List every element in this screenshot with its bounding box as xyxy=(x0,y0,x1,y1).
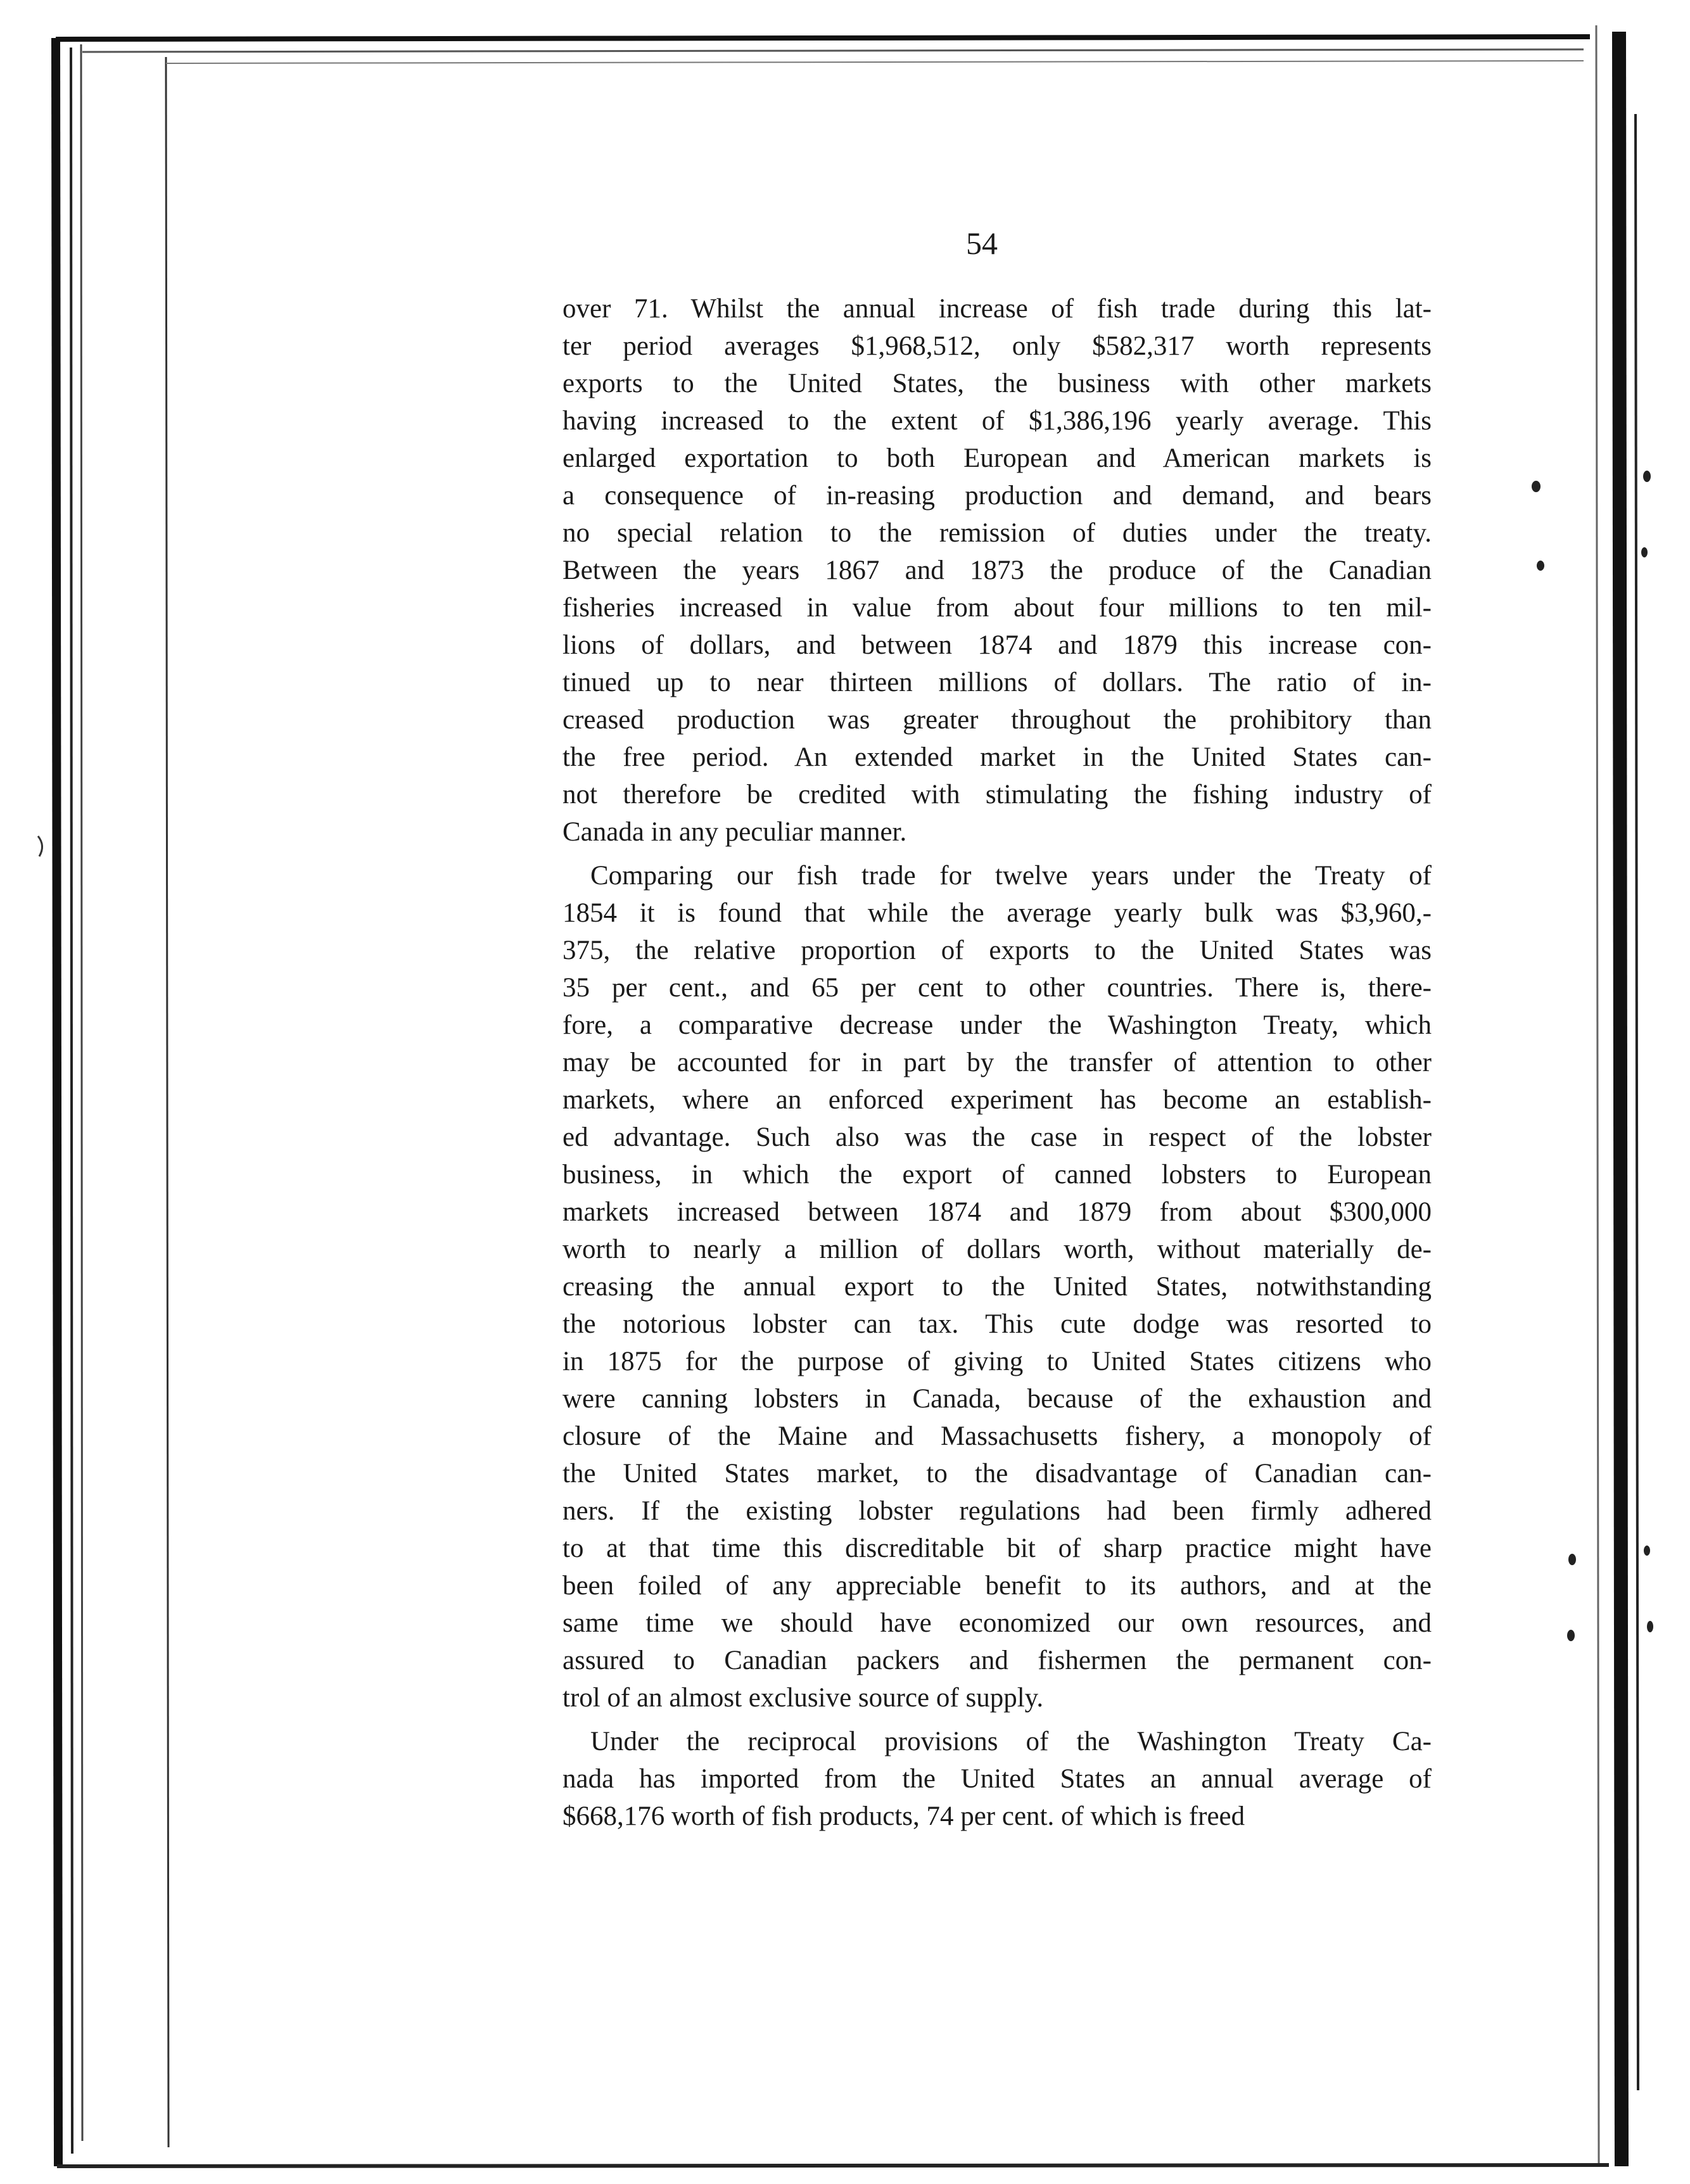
text-line: fore, a comparative decrease under the Washington Treaty, which xyxy=(562,1010,1432,1040)
text-line: exports to the United States, the business with other markets xyxy=(562,369,1432,398)
text-line: may be accounted for in part by the transfer of attention to other xyxy=(562,1048,1432,1077)
text-line: having increased to the extent of $1,386,196 yearly average. This xyxy=(562,406,1432,436)
text-line: in 1875 for the purpose of giving to United States citizens who xyxy=(562,1347,1432,1376)
paragraph-2 xyxy=(562,857,1432,1717)
text-line: ed advantage. Such also was the case in respect of the lobster xyxy=(562,1122,1432,1152)
text-line: Comparing our fish trade for twelve years under the Treaty of xyxy=(590,861,1432,891)
text-line: creased production was greater throughout the prohibitory than xyxy=(562,705,1432,735)
text-line: $668,176 worth of fish products, 74 per cent. of which is freed xyxy=(562,1801,1245,1831)
text-line: Between the years 1867 and 1873 the produce of the Canadian xyxy=(562,556,1432,585)
paragraph-3 xyxy=(562,1723,1432,1835)
text-line: been foiled of any appreciable benefit to its authors, and at the xyxy=(562,1571,1432,1601)
text-line: nada has imported from the United States an annual average of xyxy=(562,1764,1432,1794)
text-line: Under the reciprocal provisions of the Washington Treaty Ca- xyxy=(590,1727,1432,1756)
text-line: over 71. Whilst the annual increase of fish trade during this lat- xyxy=(562,294,1432,324)
text-line: tinued up to near thirteen millions of dollars. The ratio of in- xyxy=(562,668,1432,697)
text-line: the United States market, to the disadvantage of Canadian can- xyxy=(562,1459,1432,1489)
text-line: were canning lobsters in Canada, because of the exhaustion and xyxy=(562,1384,1432,1414)
text-line: creasing the annual export to the United States, notwithstanding xyxy=(562,1272,1432,1302)
text-line: a consequence of in-reasing production and demand, and bears xyxy=(562,481,1432,511)
text-line: same time we should have economized our own resources, and xyxy=(562,1608,1432,1638)
text-line: 1854 it is found that while the average yearly bulk was $3,960,- xyxy=(562,898,1432,928)
text-line: 35 per cent., and 65 per cent to other countries. There is, there- xyxy=(562,973,1432,1003)
text-line: closure of the Maine and Massachusetts fishery, a monopoly of xyxy=(562,1421,1432,1451)
text-line: business, in which the export of canned lobsters to European xyxy=(562,1160,1432,1190)
text-line: ter period averages $1,968,512, only $582,317 worth represents xyxy=(562,331,1432,361)
text-line: worth to nearly a million of dollars worth, without materially de- xyxy=(562,1235,1432,1264)
text-line: trol of an almost exclusive source of supply. xyxy=(562,1683,1044,1713)
text-line: markets increased between 1874 and 1879 from about $300,000 xyxy=(562,1197,1432,1227)
text-line: 375, the relative proportion of exports to the United States was xyxy=(562,936,1432,965)
text-line: fisheries increased in value from about four millions to ten mil- xyxy=(562,593,1432,623)
text-line: lions of dollars, and between 1874 and 1879 this increase con- xyxy=(562,630,1432,660)
page-number: 54 xyxy=(966,225,998,261)
text-line: no special relation to the remission of duties under the treaty. xyxy=(562,518,1432,548)
text-line: enlarged exportation to both European and American markets is xyxy=(562,443,1432,473)
text-line: to at that time this discreditable bit of sharp practice might have xyxy=(562,1533,1432,1563)
body-text xyxy=(562,290,1432,1835)
text-line: Canada in any peculiar manner. xyxy=(562,817,907,847)
text-line: markets, where an enforced experiment has become an establish- xyxy=(562,1085,1432,1115)
text-line: the free period. An extended market in the United States can- xyxy=(562,742,1432,772)
text-line: not therefore be credited with stimulating the fishing industry of xyxy=(562,780,1432,809)
paragraph-1 xyxy=(562,290,1432,851)
text-line: ners. If the existing lobster regulations had been firmly adhered xyxy=(562,1496,1432,1526)
text-line: assured to Canadian packers and fishermen the permanent con- xyxy=(562,1646,1432,1675)
text-line: the notorious lobster can tax. This cute dodge was resorted to xyxy=(562,1309,1432,1339)
